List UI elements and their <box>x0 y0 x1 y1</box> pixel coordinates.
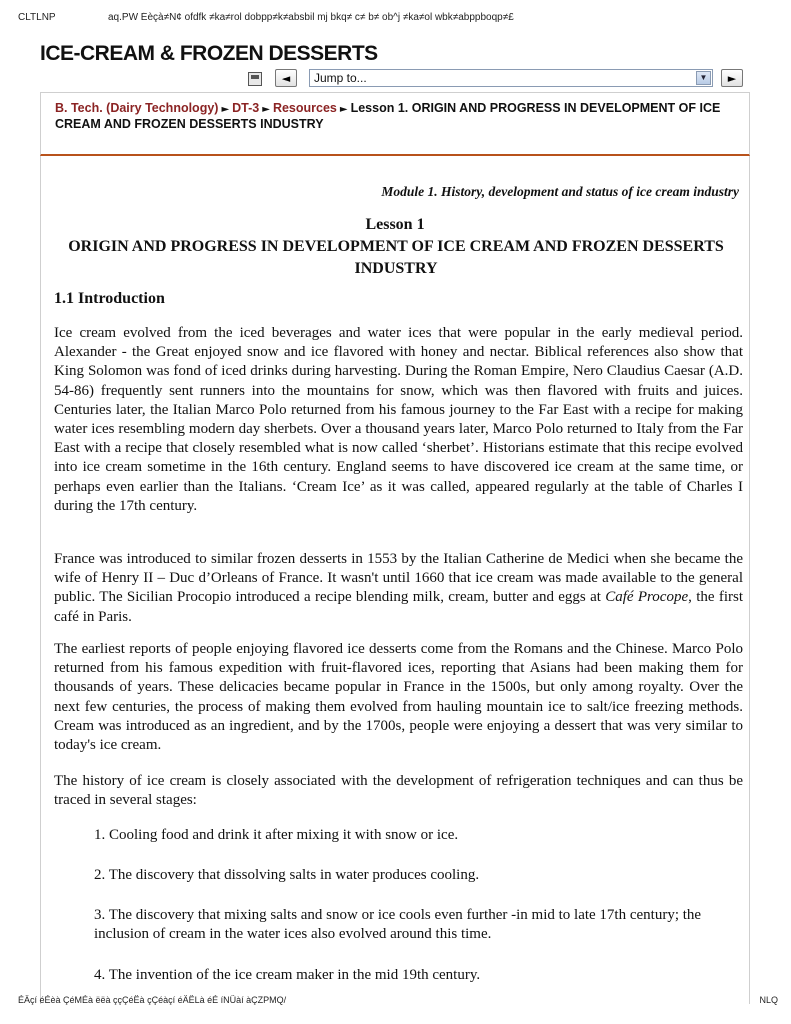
module-line: Module 1. History, development and status of ice cream industry <box>381 184 739 199</box>
navigation-bar <box>248 69 748 89</box>
list-item: 4. The invention of the ice cream maker in the mid 19th century. <box>94 967 481 983</box>
breadcrumb-current: Lesson 1. ORIGIN AND PROGRESS IN DEVELOPMENT OF ICE CREAM AND FROZEN DESSERTS INDUSTRY <box>55 101 721 131</box>
paragraph-2-text: France was introduced to similar frozen desserts in 1553 by the Italian Catherine de Medici when she became the wife of Henry II – Duc d’Orleans of France. It wasn't until 1660 that ice cream was made available to the general public. The Sicilian Procopio introduced a recipe blending milk, cream, butter and eggs at <box>54 551 743 606</box>
jump-to-select[interactable] <box>309 69 713 87</box>
list-item: 1. Cooling food and drink it after mixing it with snow or ice. <box>94 827 459 843</box>
header-time: CLTLNP <box>18 12 56 23</box>
jump-to-value: Jump to... <box>314 71 367 85</box>
paragraph-2 <box>54 550 743 627</box>
save-icon[interactable] <box>248 72 262 86</box>
breadcrumb-container <box>40 92 750 156</box>
header-line <box>18 12 778 28</box>
breadcrumb-link-resources[interactable]: Resources <box>272 101 337 115</box>
breadcrumb-link-course[interactable]: B. Tech. (Dairy Technology) <box>55 101 219 115</box>
breadcrumb <box>55 101 745 132</box>
course-title: ICE-CREAM & FROZEN DESSERTS <box>40 42 378 65</box>
next-button[interactable]: ► <box>721 69 743 87</box>
paragraph-3: The earliest reports of people enjoying flavored ice desserts come from the Romans and the Chinese. Marco Polo returned from his famous expedition with fruit-flavored ices, reporting that Asians had been making them for thousands of years. These delicacies became popular in France in the 1500s, but only among royalty. Over the next few centuries, the process of making them evolved from hauling mountain ice to salt/ice freezing methods. Cream was introduced as an ingredient, and by the 1700s, people were enjoying a dessert that was very similar to today's ice cream. <box>54 641 743 754</box>
breadcrumb-separator-icon: ► <box>339 104 348 115</box>
header-page-title: aq.PW Éèçà≠N¢ ofdfk ≠ka≠rol dobpp≠k≠absbil mj bkq≠ c≠ b≠ ob^j ≠ka≠ol wbk≠abppboqp≠£ <box>108 12 514 23</box>
paragraph-1: Ice cream evolved from the iced beverages and water ices that were popular in the early medieval period. Alexander - the Great enjoyed snow and ice flavored with honey and nectar. Biblical references also show that King Solomon was fond of iced drinks during harvesting. During the Roman Empire, Nero Claudius Caesar (A.D. 54-86) frequently sent runners into the mountains for snow, which was then flavored with fruits and juices. Centuries later, the Italian Marco Polo returned from his famous journey to the Far East with a recipe for making water ices resembling modern day sherbets. Over a thousand years later, Marco Polo returned to Italy from the Far East with a recipe that closely resembled what is now called ‘sherbet’. Historians estimate that this recipe evolved into ice cream sometime in the 16th century. England seems to have discovered ice cream at the same time, or perhaps even earlier than the Italians. ‘Cream Ice’ as it was called, appeared regularly at the table of Charles I during the 17th century. <box>54 325 743 514</box>
lesson-title: ORIGIN AND PROGRESS IN DEVELOPMENT OF ICE CREAM AND FROZEN DESSERTS INDUSTRY <box>68 238 724 277</box>
lesson-number: Lesson 1 <box>365 216 425 233</box>
breadcrumb-separator-icon: ► <box>262 104 270 115</box>
previous-button[interactable]: ◄ <box>275 69 297 87</box>
footer-url: ÉÄçí éÉèà ÇéMÉà ëëà ççÇéËà çÇéàçí éÄËLà éÉ íNÜàí àÇZPMQ/ <box>18 995 287 1005</box>
section-heading: 1.1 Introduction <box>54 290 165 307</box>
chevron-down-icon[interactable]: ▼ <box>696 71 711 85</box>
breadcrumb-link-dt3[interactable]: DT-3 <box>232 101 260 115</box>
paragraph-2-italic: Café Procope <box>605 589 689 606</box>
paragraph-4: The history of ice cream is closely associated with the development of refrigeration techniques and can thus be traced in several stages: <box>54 773 743 809</box>
list-item: 3. The discovery that mixing salts and snow or ice cools even further -in mid to late 17th century; the inclusion of cream in the water ices also evolved around this time. <box>94 907 702 943</box>
footer-page-number: NLQ <box>759 995 778 1005</box>
paragraph-2-end: , the first café in Paris. <box>54 589 743 625</box>
footer-line <box>18 995 778 1009</box>
lesson-content <box>40 156 750 1004</box>
list-item: 2. The discovery that dissolving salts in water produces cooling. <box>94 867 480 883</box>
breadcrumb-separator-icon: ► <box>221 104 230 115</box>
